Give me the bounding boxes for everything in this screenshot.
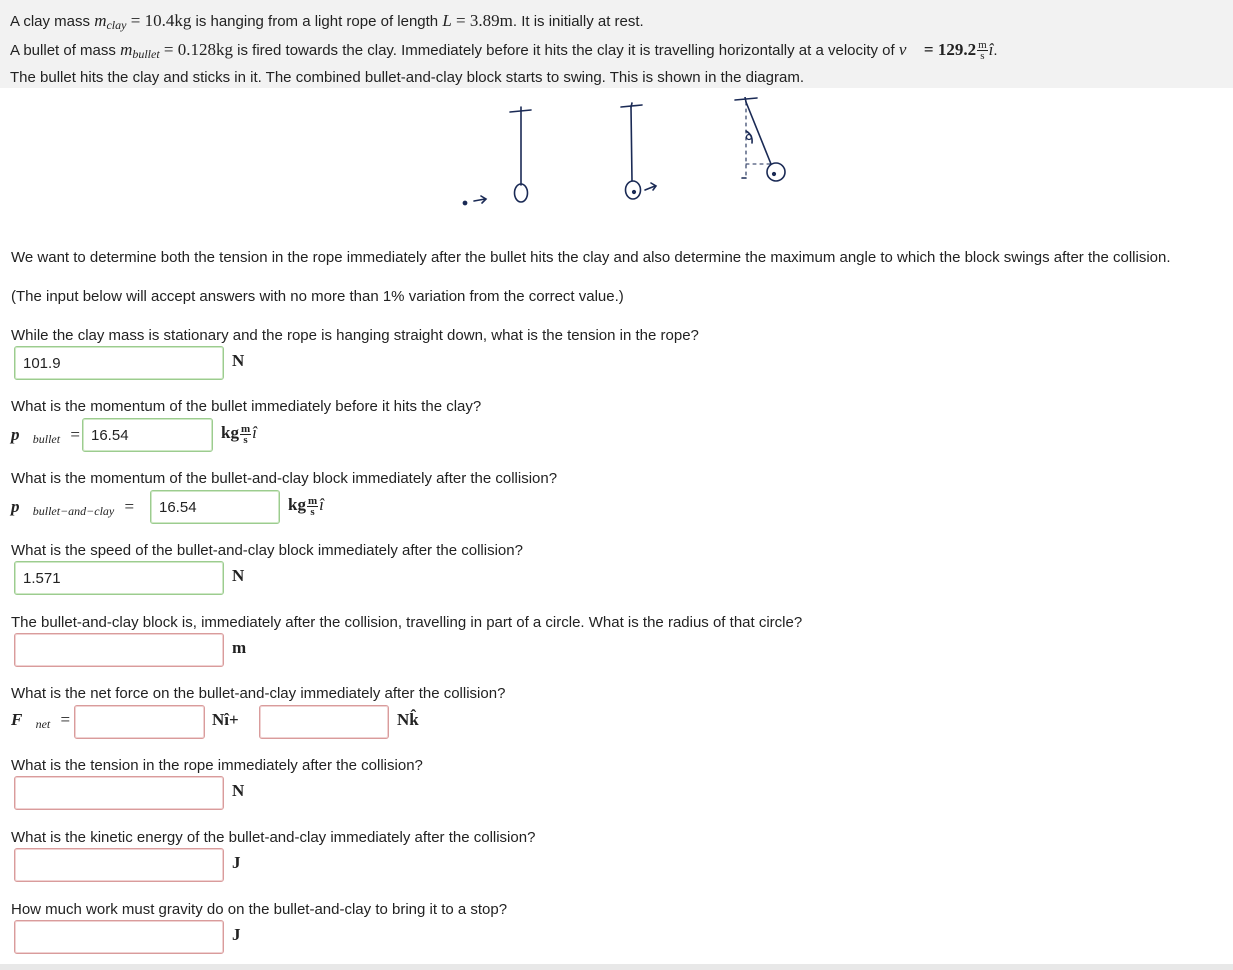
problem-line-2 (10, 38, 1223, 67)
line2-text-a: A bullet of mass (10, 41, 121, 59)
bullet-momentum-input[interactable] (82, 418, 213, 452)
net-force-i-unit: Nî+ (212, 710, 239, 729)
tolerance-note: (The input below will accept answers with no more than 1% variation from the correct value.) (11, 288, 624, 305)
bullet-mass-sub: bullet (132, 46, 160, 61)
combined-momentum-label: p⃗bullet−and−clay = (11, 497, 135, 518)
problem-statement (0, 0, 1233, 88)
length-value: = 3.89m (451, 11, 513, 30)
radius-unit: m (232, 638, 247, 657)
line2-end: . (993, 41, 998, 59)
line1-text-b: is hanging from a light rope of length (191, 13, 443, 30)
question-4-text: What is the speed of the bullet-and-clay block immediately after the collision? (11, 542, 523, 559)
net-force-k-input[interactable] (259, 705, 389, 739)
tension-after-unit: N (232, 781, 245, 800)
velocity-direction: î (988, 39, 994, 59)
tension-static-input[interactable] (14, 346, 224, 380)
pendulum-diagram (452, 97, 790, 232)
clay-mass-var: m (94, 11, 107, 30)
tension-static-unit: N (232, 351, 245, 370)
line1-text-c: . It is initially at rest. (512, 13, 644, 30)
question-6-text: What is the net force on the bullet-and-clay immediately after the collision? (11, 685, 506, 702)
gravity-work-input[interactable] (14, 920, 224, 954)
gravity-work-unit: J (232, 925, 241, 944)
bullet-mass-var: m (120, 39, 133, 59)
clay-mass-value: = 10.4kg (126, 11, 192, 30)
question-9-text: How much work must gravity do on the bullet-and-clay to bring it to a stop? (11, 901, 508, 918)
length-var: L (442, 11, 452, 30)
bottom-divider (0, 964, 1233, 970)
question-7-text: What is the tension in the rope immediately after the collision? (11, 757, 423, 774)
combined-momentum-input[interactable] (150, 490, 280, 524)
question-1-text: While the clay mass is stationary and the rope is hanging straight down, what is the tension in the rope? (11, 327, 699, 344)
velocity-var: v⃗ (898, 39, 920, 59)
line2-text-b: is fired towards the clay. Immediately before it hits the clay it is travelling horizontally at a velocity of (233, 41, 899, 59)
problem-line-3: The bullet hits the clay and sticks in it. The combined bullet-and-clay block starts to swing. This is shown in the diagram. (10, 69, 804, 86)
question-2-text: What is the momentum of the bullet immediately before it hits the clay? (11, 398, 482, 415)
kinetic-energy-input[interactable] (14, 848, 224, 882)
combined-speed-unit: N (232, 566, 245, 585)
velocity-unit: $\frac{m}{s}$ (978, 39, 987, 63)
pendulum-sketch-image (452, 97, 790, 232)
net-force-k-unit: Nk̂ (397, 710, 419, 729)
question-5-text: The bullet-and-clay block is, immediately after the collision, travelling in part of a circle. What is the radius of that circle? (11, 614, 803, 631)
question-area (0, 88, 1233, 970)
velocity-value: = 129.2 (919, 39, 977, 59)
bullet-momentum-unit: kg $\frac{m}{s}$ î (221, 422, 257, 446)
bullet-momentum-label: p⃗bullet = (11, 425, 80, 446)
combined-speed-input[interactable] (14, 561, 224, 595)
bullet-mass-value: = 0.128kg (159, 39, 234, 59)
intro-text: We want to determine both the tension in the rope immediately after the bullet hits the clay and also determine the maximum angle to which the block swings after the collision. (11, 249, 1171, 266)
clay-mass-sub: clay (106, 18, 127, 32)
tension-after-input[interactable] (14, 776, 224, 810)
combined-momentum-unit: kg $\frac{m}{s}$ î (288, 494, 324, 518)
kinetic-energy-unit: J (232, 853, 241, 872)
question-8-text: What is the kinetic energy of the bullet-and-clay immediately after the collision? (11, 829, 536, 846)
net-force-i-input[interactable] (74, 705, 205, 739)
question-3-text: What is the momentum of the bullet-and-clay block immediately after the collision? (11, 470, 558, 487)
problem-line-1 (10, 9, 1223, 38)
net-force-label: F⃗net = (11, 710, 71, 731)
radius-input[interactable] (14, 633, 224, 667)
line1-text-a: A clay mass (10, 13, 95, 30)
